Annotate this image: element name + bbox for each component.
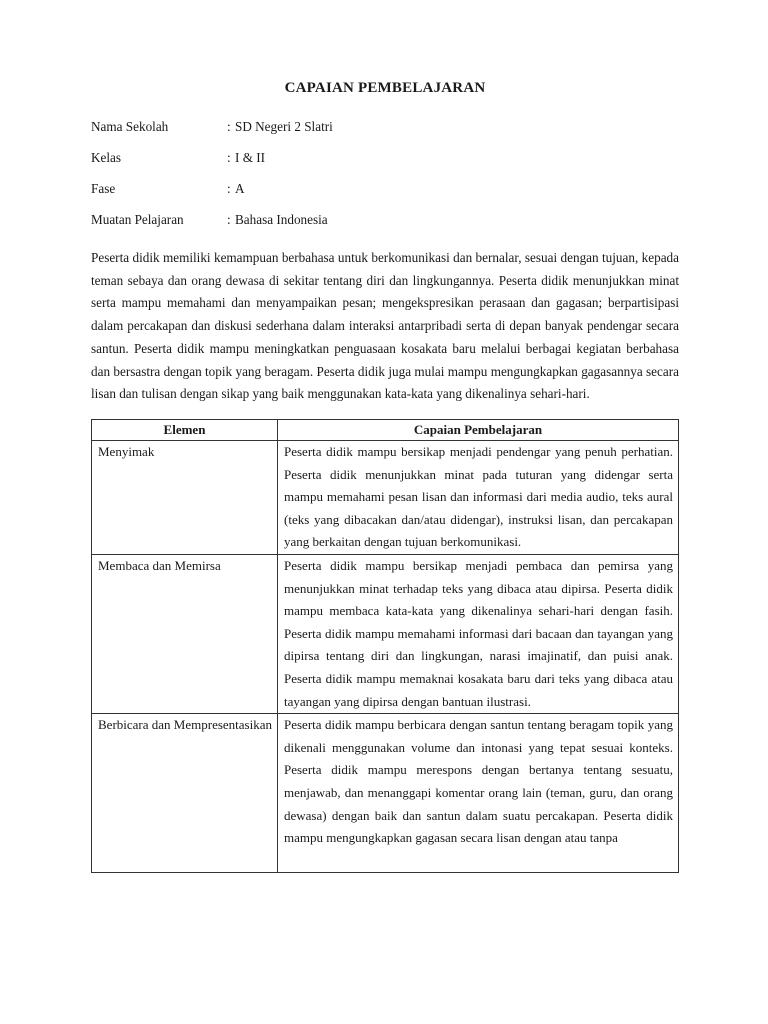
meta-value: SD Negeri 2 Slatri — [235, 119, 333, 134]
header-elemen: Elemen — [92, 420, 278, 441]
elemen-cell: Membaca dan Memirsa — [92, 555, 278, 714]
elemen-cell — [92, 714, 278, 873]
meta-block — [91, 111, 679, 235]
meta-label: Fase — [91, 181, 116, 196]
meta-separator: : — [227, 119, 231, 134]
capaian-cell: Peserta didik mampu bersikap menjadi pendengar yang penuh perhatian. Peserta didik menunjukkan minat pada tuturan yang didengar serta mampu memahami pesan lisan dan informasi dari media audio, teks aural (teks yang dibacakan dan/atau didengar), instruksi lisan, dan percakapan yang berkaitan dengan tujuan berkomunikasi. — [278, 441, 679, 555]
meta-separator: : — [227, 181, 231, 196]
meta-label: Kelas — [91, 150, 122, 165]
table-row — [92, 714, 679, 873]
capaian-cell: Peserta didik mampu bersikap menjadi pembaca dan pemirsa yang menunjukkan minat terhadap teks yang dibaca atau dipirsa. Peserta didik mampu membaca kata-kata yang dikenalinya sehari-hari dengan fasih. Peserta didik mampu memahami informasi dari bacaan dan tayangan yang dipirsa tentang diri dan lingkungan, narasi imajinatif, dan puisi anak. Peserta didik mampu memaknai kosakata baru dari teks yang dibaca atau tayangan yang dipirsa dengan bantuan ilustrasi. — [278, 555, 679, 714]
meta-row-kelas — [91, 142, 679, 173]
table-row — [92, 441, 679, 555]
capaian-table — [91, 419, 679, 873]
meta-value: Bahasa Indonesia — [235, 212, 328, 227]
table-header-row — [92, 420, 679, 441]
meta-label: Nama Sekolah — [91, 119, 169, 134]
meta-label: Muatan Pelajaran — [91, 212, 184, 227]
elemen-cell: Menyimak — [92, 441, 278, 555]
meta-separator: : — [227, 212, 231, 227]
document-page — [91, 76, 679, 873]
capaian-cell — [278, 714, 679, 873]
meta-value: I & II — [235, 150, 266, 165]
capaian-cell-text: Peserta didik mampu berbicara dengan santun tentang beragam topik yang dikenali menggunakan volume dan intonasi yang tepat sesuai konteks. Peserta didik mampu merespons dengan bertanya tentang sesuatu, menjawab, dan menanggapi komentar orang lain (teman, guru, dan orang dewasa) dengan baik dan santun dalam suatu percakapan. Peserta didik mampu mengungkapkan gagasan secara lisan dengan atau tanpa — [284, 717, 673, 846]
elemen-cell-text: Berbicara dan Mempresentasikan — [98, 717, 272, 733]
table-row — [92, 555, 679, 714]
meta-row-muatan-pelajaran — [91, 204, 679, 235]
document-title: CAPAIAN PEMBELAJARAN — [284, 80, 486, 96]
meta-separator: : — [227, 150, 231, 165]
meta-row-nama-sekolah — [91, 111, 679, 142]
header-capaian-pembelajaran: Capaian Pembelajaran — [278, 420, 679, 441]
intro-paragraph: Peserta didik memiliki kemampuan berbahasa untuk berkomunikasi dan bernalar, sesuai dengan tujuan, kepada teman sebaya dan orang dewasa di sekitar tentang diri dan lingkungannya. Peserta didik menunjukkan minat serta mampu memahami dan menyampaikan pesan; mengekspresikan perasaan dan gagasan; berpartisipasi dalam percakapan dan diskusi sederhana dalam interaksi antarpribadi serta di depan banyak pendengar secara santun. Peserta didik mampu meningkatkan penguasaan kosakata baru melalui berbagai kegiatan berbahasa dan bersastra dengan topik yang beragam. Peserta didik juga mulai mampu mengungkapkan gagasannya secara lisan dan tulisan dengan sikap yang baik menggunakan kata-kata yang dikenalinya sehari-hari. — [91, 250, 679, 402]
meta-value: A — [235, 181, 245, 196]
meta-row-fase — [91, 173, 679, 204]
